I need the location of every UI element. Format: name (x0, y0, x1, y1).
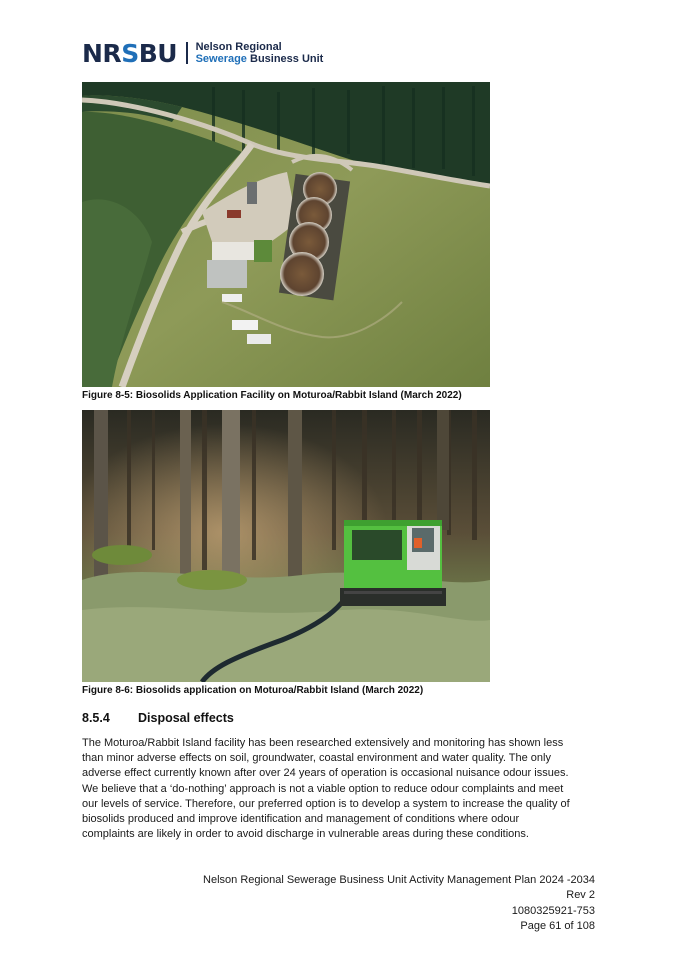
nrsbu-logo (82, 38, 323, 68)
logo-subtitle-line2: Sewerage Business Unit (195, 53, 324, 65)
page-footer (203, 873, 595, 934)
section-number: 8.5.4 (82, 711, 110, 725)
paragraph-line: biosolids produced and improve identification and management of conditions where odour (82, 813, 520, 826)
logo-acronym: NRSBU (82, 38, 178, 68)
section-title: Disposal effects (138, 711, 234, 725)
figure-caption: Figure 8-5: Biosolids Application Facility on Moturoa/Rabbit Island (March 2022) (82, 390, 462, 401)
paragraph-line: The Moturoa/Rabbit Island facility has been researched extensively and monitoring has shown less (82, 737, 564, 749)
footer-page-number: Page 61 of 108 (520, 919, 595, 932)
logo-subtitle-line1: Nelson Regional (195, 41, 282, 53)
footer-revision: Rev 2 (566, 889, 595, 902)
paragraph-line: than minor adverse effects on soil, groundwater, coastal environment and water quality. The only (82, 752, 551, 765)
section-paragraph (82, 736, 602, 842)
logo-divider (186, 42, 188, 64)
footer-document-title: Nelson Regional Sewerage Business Unit Activity Management Plan 2024 -2034 (203, 874, 595, 886)
biosolids-facility-aerial-photo (82, 82, 490, 387)
paragraph-line: our levels of service. Therefore, our preferred option is to develop a system to increase the quality of (82, 797, 570, 810)
biosolids-application-forest-photo (82, 410, 490, 682)
paragraph-line: complaints are likely in order to avoid discharge in vulnerable areas during these conditions. (82, 828, 529, 841)
footer-document-id: 1080325921-753 (511, 904, 595, 917)
logo-subtitle (196, 41, 324, 65)
paragraph-line: We believe that a ‘do-nothing’ approach is not a viable option to reduce odour complaints and meet (82, 782, 564, 795)
section-heading (82, 711, 234, 725)
paragraph-line: adverse effect currently known after over 24 years of operation is occasional nuisance odour issues. (82, 767, 569, 780)
figure-caption: Figure 8-6: Biosolids application on Moturoa/Rabbit Island (March 2022) (82, 685, 424, 696)
